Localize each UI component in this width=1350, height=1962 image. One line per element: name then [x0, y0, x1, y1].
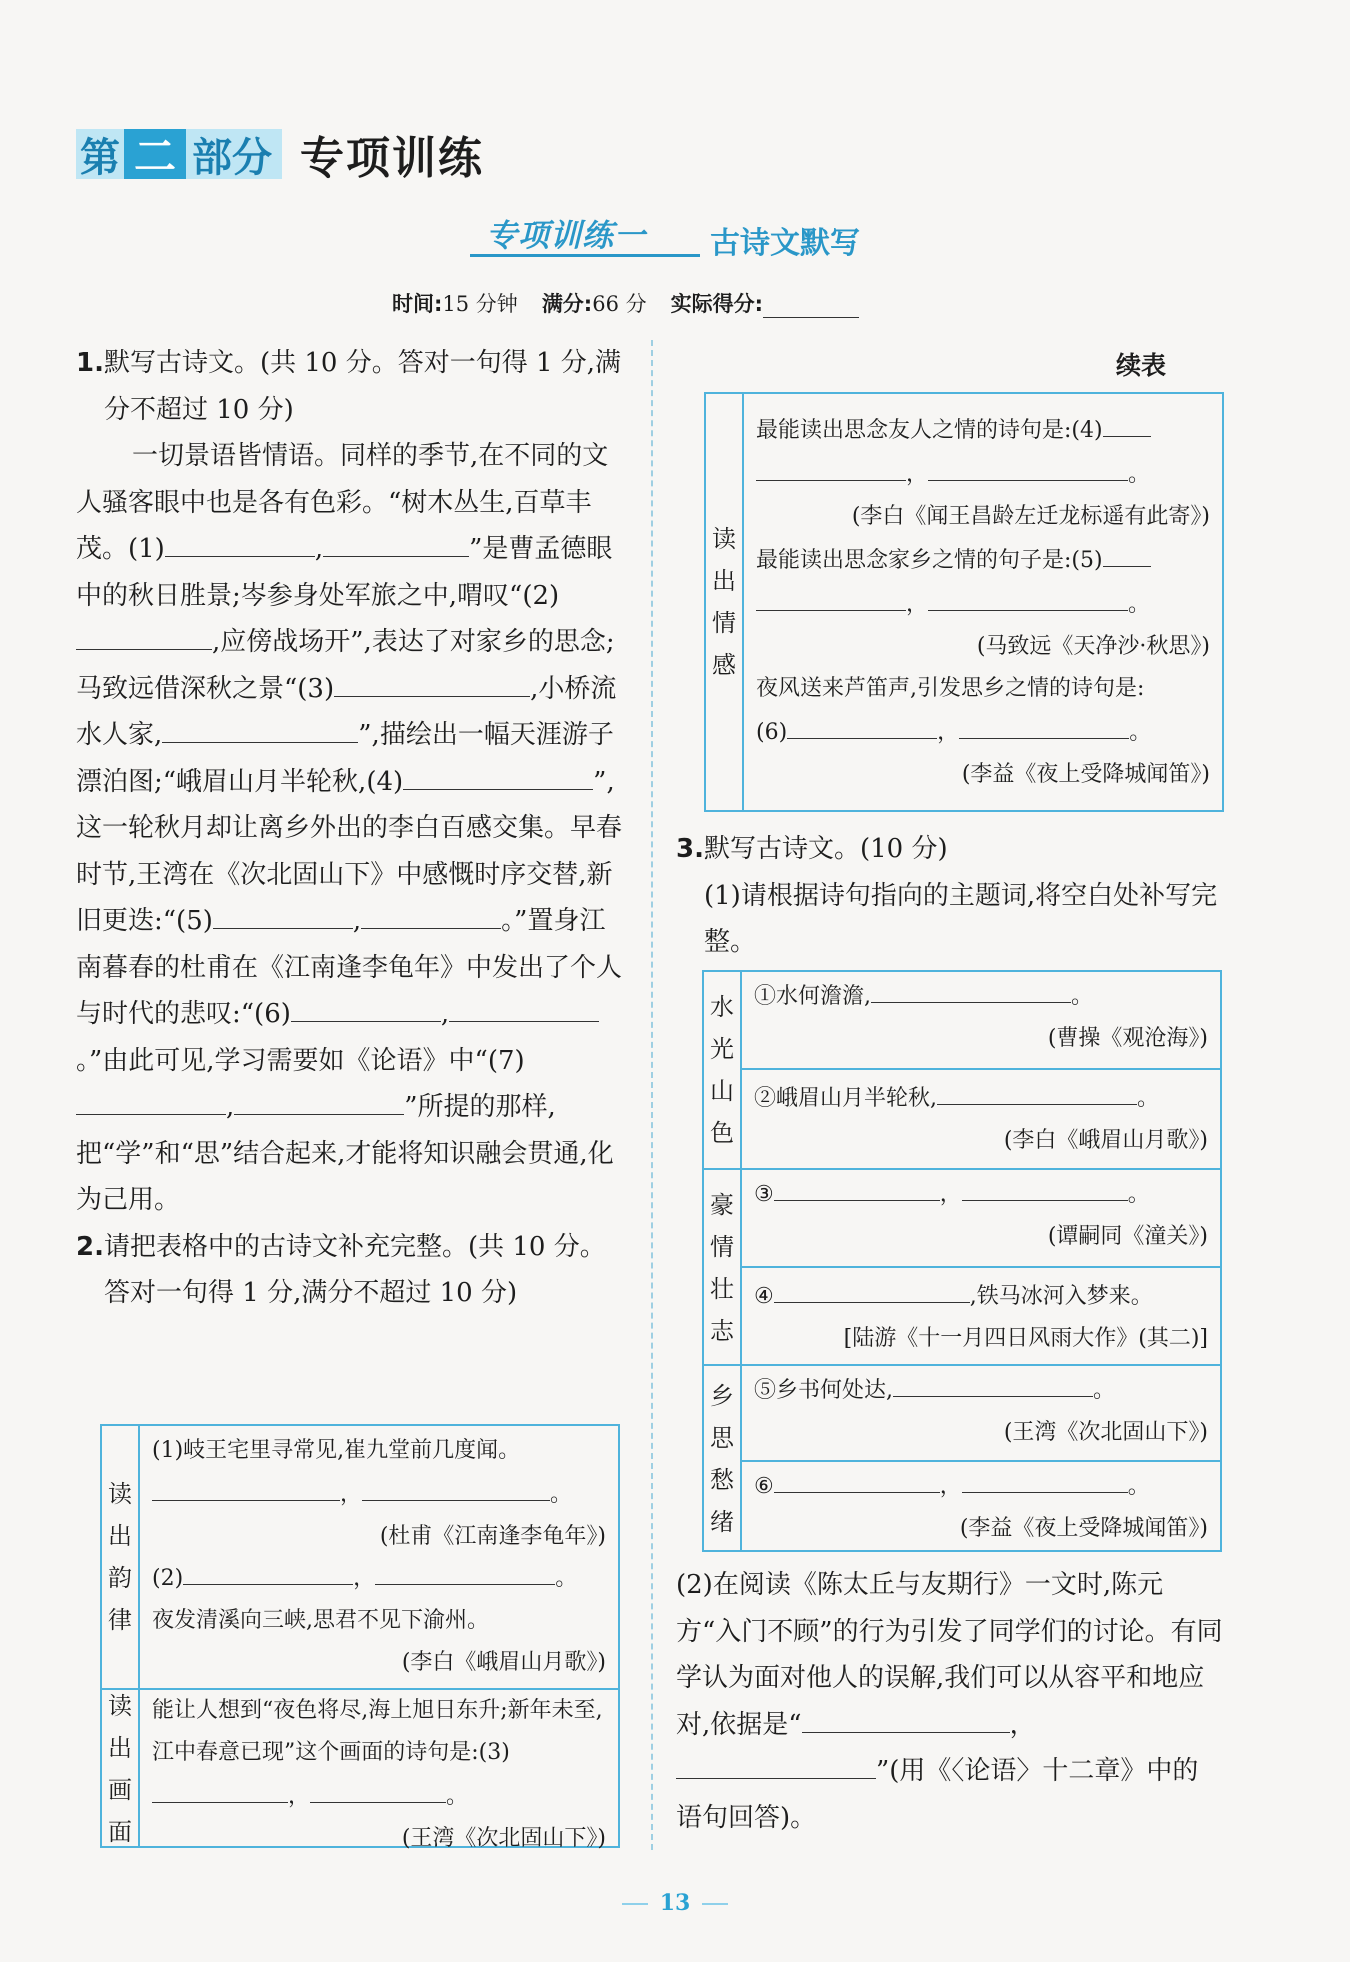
- source-citation: (李益《夜上受降城闻笛》): [961, 762, 1210, 787]
- label-char: 绪: [710, 1508, 734, 1536]
- verse-line: ②峨眉山月半轮秋,: [754, 1086, 937, 1111]
- label-char: 韵: [108, 1564, 132, 1592]
- source-citation: (王湾《次北固山下》): [401, 1826, 606, 1851]
- blank-prefix: (2): [152, 1566, 184, 1591]
- page-number: [590, 1890, 760, 1916]
- passage-text: ,小桥流水人家,: [76, 673, 617, 750]
- comma: ,: [314, 534, 324, 564]
- table-group-qinggan: [706, 394, 1222, 810]
- group-label: [704, 972, 742, 1168]
- blank-5a[interactable]: [213, 900, 353, 929]
- score-value: 66 分: [592, 292, 647, 316]
- question-1-passage: [76, 433, 628, 1224]
- label-char: 情: [710, 1233, 734, 1261]
- verse-line: ⑤乡书何处达,: [754, 1378, 893, 1403]
- blank-prefix: (6): [756, 720, 788, 745]
- prompt-text: 最能读出思念友人之情的诗句是:(4): [756, 418, 1103, 443]
- theme-cell-4: [740, 1266, 1220, 1368]
- passage-text: 。”由此可见,学习需要如《论语》中“(7): [76, 1045, 525, 1076]
- blank-q2-5a[interactable]: [1103, 538, 1151, 567]
- time-label: 时间:: [392, 292, 443, 316]
- theme-cell-5: ⑤乡书何处达, 。 (王湾《次北固山下》): [754, 1368, 1208, 1454]
- passage-text: 。”置身江南暮春的杜甫在《江南逢李龟年》中发出了个人与时代的悲叹:“(6): [76, 906, 623, 1029]
- blank-3b[interactable]: [162, 714, 358, 743]
- prompt-text: 夜风送来芦笛声,引发思乡之情的诗句是:: [756, 676, 1145, 701]
- continued-table-label: 续表: [1116, 351, 1167, 380]
- table-group-yunlv: [102, 1426, 618, 1688]
- theme-cell-2: ②峨眉山月半轮秋, 。 (李白《峨眉山月歌》): [740, 1068, 1220, 1170]
- question-number: 1.: [76, 348, 104, 378]
- passage-text: ,应傍战场开”,表达了对家乡的思念;马致远借深秋之景“(3): [76, 627, 615, 704]
- blank-q2-4b[interactable]: [756, 452, 906, 481]
- label-char: 山: [710, 1077, 734, 1105]
- blank-q3-6b[interactable]: [962, 1464, 1128, 1493]
- group-label: [704, 1366, 742, 1552]
- label-char: 豪: [710, 1191, 734, 1219]
- comma: ,: [440, 999, 450, 1029]
- question-3-sub1: (1)请根据诗句指向的主题词,将空白处补写完整。: [704, 880, 1218, 957]
- blank-q2-2a[interactable]: [183, 1556, 353, 1585]
- theme-table: [702, 970, 1222, 1552]
- passage-text: ”,描绘出一幅天涯游子漂泊图;“峨眉山月半轮秋,(4): [76, 720, 614, 797]
- page-number-text: 13: [659, 1890, 691, 1916]
- question-3-head: [676, 826, 1224, 873]
- source-citation: (李白《峨眉山月歌》): [401, 1650, 606, 1675]
- label-char: 出: [108, 1522, 132, 1550]
- question-number: 3.: [676, 834, 704, 864]
- question-2-head: [76, 1224, 628, 1317]
- question-2-instruction: 请把表格中的古诗文补充完整。(共 10 分。答对一句得 1 分,满分不超过 10 分): [103, 1231, 606, 1308]
- blank-q3-7b[interactable]: [874, 1704, 1010, 1733]
- verse-line: ,铁马冰河入梦来。: [969, 1284, 1153, 1309]
- question-3-sub2: (2)在阅读《陈太丘与友期行》一文时,陈元方“入门不顾”的行为引发了同学们的讨论。有同学认为面对他人的误解,我们可以从容平和地应对,依据是“ ，”(用《〈论语〉十二章》中的语句回答)。: [676, 1570, 1223, 1833]
- blank-q3-5[interactable]: [893, 1368, 1093, 1397]
- blank-q2-4a[interactable]: [1103, 408, 1151, 437]
- question-3-instruction: 默写古诗文。(10 分): [703, 834, 948, 864]
- theme-cell-6: ⑥ ， 。 (李益《夜上受降城闻笛》): [740, 1460, 1220, 1554]
- blank-6a[interactable]: [291, 993, 441, 1022]
- comma: ,: [352, 906, 362, 936]
- table-cell-4: 最能读出思念友人之情的诗句是:(4) ， 。 (李白《闻王昌龄左迁龙标遥有此寄》) 最能读出思念家乡之情的句子是:(5) ， 。 (马致远《天净沙·秋思》) 夜风送来芦笛声,引发思乡之情的诗句是: (6) ， 。 (李益《夜上受降城闻笛》): [756, 408, 1210, 796]
- part-heading: 专项训练: [300, 133, 484, 184]
- label-char: 读: [712, 525, 736, 553]
- blank-q2-6a[interactable]: [787, 710, 937, 739]
- source-citation: (马致远《天净沙·秋思》): [976, 634, 1210, 659]
- section-topic: 古诗文默写: [710, 226, 860, 261]
- blank-5b[interactable]: [361, 900, 501, 929]
- theme-group-shanshui: [704, 972, 1220, 1168]
- label-char: 读: [108, 1692, 132, 1720]
- section-title-main: 专项训练一: [486, 218, 646, 254]
- time-value: 15 分钟: [442, 292, 518, 316]
- source-citation: (李白《峨眉山月歌》): [1003, 1128, 1208, 1153]
- verse-line: 夜发清溪向三峡,思君不见下渝州。: [152, 1608, 489, 1633]
- page-number-dash: [702, 1903, 728, 1905]
- label-char: 出: [712, 567, 736, 595]
- comma: ,: [226, 1092, 235, 1122]
- table-cell-3: 能让人想到“夜色将尽,海上旭日东升;新年未至,江中春意已现”这个画面的诗句是:(3)， 。 (王湾《次北固山下》): [152, 1690, 606, 1860]
- theme-group-xiangsi: [704, 1364, 1220, 1552]
- source-citation: [陆游《十一月四日风雨大作》(其二)]: [843, 1326, 1208, 1351]
- actual-score-blank[interactable]: [763, 299, 859, 318]
- label-char: 感: [712, 651, 736, 679]
- table-group-huamian: [102, 1688, 618, 1851]
- question-3: [676, 826, 1224, 966]
- part-title: [76, 128, 484, 184]
- blank-2[interactable]: [76, 621, 212, 650]
- part-prefix: 第: [76, 129, 124, 179]
- blank-q2-3a[interactable]: [152, 1774, 288, 1803]
- blank-q2-2b[interactable]: [375, 1556, 555, 1585]
- question-number: 2.: [76, 1231, 104, 1262]
- blank-q3-1[interactable]: [871, 974, 1071, 1003]
- table-cell-2: (2) ， 。 夜发清溪向三峡,思君不见下渝州。 (李白《峨眉山月歌》): [152, 1556, 606, 1684]
- blank-4[interactable]: [403, 761, 593, 790]
- part-suffix: 部分: [186, 129, 282, 179]
- source-citation: (王湾《次北固山下》): [1003, 1420, 1208, 1445]
- verse-line: ③: [754, 1182, 774, 1207]
- passage-text: ”,这一轮秋月却让离乡外出的李白百感交集。早春时节,王湾在《次北固山下》中感慨时序交替,新旧更迭:“(5): [76, 766, 623, 936]
- group-label: [706, 394, 744, 810]
- blank-q2-5c[interactable]: [928, 582, 1128, 611]
- section-title-underline: [470, 254, 700, 257]
- poem-table-right: [704, 392, 1224, 812]
- blank-q2-3b[interactable]: [310, 1774, 446, 1803]
- blank-q2-5b[interactable]: [756, 582, 906, 611]
- label-char: 愁: [710, 1466, 734, 1494]
- section-title: [450, 210, 870, 260]
- blank-q2-1b[interactable]: [362, 1472, 550, 1501]
- score-label: 满分:: [541, 292, 593, 316]
- verse-line: ④: [754, 1284, 774, 1309]
- theme-cell-3: ③ ， 。 (谭嗣同《潼关》): [754, 1172, 1208, 1258]
- poem-table-left: [100, 1424, 620, 1851]
- blank-q3-6a[interactable]: [774, 1464, 940, 1493]
- prompt-text: (2)在阅读《陈太丘与友期行》一文时,陈元方“入门不顾”的行为引发了同学们的讨论。有同学认为面对他人的误解,我们可以从容平和地应对,依据是“: [676, 1570, 1223, 1740]
- label-char: 思: [710, 1424, 734, 1452]
- label-char: 色: [710, 1119, 734, 1147]
- blank-q3-7c[interactable]: [676, 1750, 876, 1779]
- verse-line: ①水何澹澹,: [754, 984, 871, 1009]
- theme-group-haoqing: [704, 1168, 1220, 1366]
- blank-q3-3b[interactable]: [962, 1172, 1128, 1201]
- blank-3a[interactable]: [334, 668, 530, 697]
- blank-q3-4[interactable]: [774, 1274, 970, 1303]
- blank-q3-7a[interactable]: [802, 1704, 874, 1733]
- source-citation: (李白《闻王昌龄左迁龙标遥有此寄》): [851, 504, 1210, 529]
- blank-1a[interactable]: [165, 528, 315, 557]
- label-char: 读: [108, 1480, 132, 1508]
- source-citation: (谭嗣同《潼关》): [1047, 1224, 1208, 1249]
- label-char: 情: [712, 609, 736, 637]
- group-label: [102, 1426, 140, 1688]
- actual-score-label: 实际得分:: [670, 292, 764, 316]
- blank-q2-6b[interactable]: [959, 710, 1129, 739]
- blank-q2-4c[interactable]: [928, 452, 1128, 481]
- blank-1b[interactable]: [323, 528, 469, 557]
- blank-6b[interactable]: [449, 993, 599, 1022]
- exam-meta: [392, 288, 859, 318]
- label-char: 面: [108, 1818, 132, 1846]
- label-char: 志: [710, 1317, 734, 1345]
- label-char: 画: [108, 1776, 132, 1804]
- label-char: 光: [710, 1035, 734, 1063]
- source-citation: (李益《夜上受降城闻笛》): [959, 1516, 1208, 1541]
- label-char: 出: [108, 1734, 132, 1762]
- prompt-text: 能让人想到“夜色将尽,海上旭日东升;新年未至,江中春意已现”这个画面的诗句是:(3): [152, 1698, 603, 1765]
- blank-q3-2[interactable]: [937, 1076, 1137, 1105]
- blank-q3-3a[interactable]: [774, 1172, 940, 1201]
- blank-7b[interactable]: [234, 1086, 404, 1115]
- passage-text: ”是曹孟德眼中的秋日胜景;岑参身处军旅之中,喟叹“(2): [76, 534, 613, 611]
- verse-line: ⑥: [754, 1474, 774, 1499]
- label-char: 乡: [710, 1382, 734, 1410]
- prompt-text: 最能读出思念家乡之情的句子是:(5): [756, 548, 1103, 573]
- prompt-text: ”(用《〈论语〉十二章》中的语句回答)。: [676, 1756, 1199, 1833]
- passage-text: ”所提的那样,把“学”和“思”结合起来,才能将知识融会贯通,化为己用。: [76, 1092, 614, 1215]
- theme-cell-1: ①水何澹澹, 。 (曹操《观沧海》): [754, 974, 1208, 1060]
- blank-q2-1a[interactable]: [152, 1472, 340, 1501]
- source-citation: (曹操《观沧海》): [1047, 1026, 1208, 1051]
- question-1-head: [76, 340, 628, 433]
- group-label: [704, 1170, 742, 1366]
- label-char: 水: [710, 993, 734, 1021]
- source-citation: (杜甫《江南逢李龟年》): [379, 1524, 606, 1549]
- group-label: [102, 1690, 140, 1848]
- question-1: [76, 340, 628, 1317]
- table-cell-1: (1)岐王宅里寻常见,崔九堂前几度闻。 ， 。 (杜甫《江南逢李龟年》): [152, 1430, 606, 1558]
- question-1-instruction: 默写古诗文。(共 10 分。答对一句得 1 分,满分不超过 10 分): [103, 348, 622, 425]
- part-number: 二: [124, 129, 186, 179]
- page-number-dash: [622, 1903, 648, 1905]
- label-char: 壮: [710, 1275, 734, 1303]
- verse-line: (1)岐王宅里寻常见,崔九堂前几度闻。: [152, 1438, 521, 1463]
- label-char: 律: [108, 1606, 132, 1634]
- passage-text: 一切景语皆情语。同样的季节,在不同的文人骚客眼中也是各有色彩。“树木丛生,百草丰茂。(1): [76, 441, 609, 564]
- column-divider: [651, 340, 653, 1850]
- blank-7a[interactable]: [76, 1086, 226, 1115]
